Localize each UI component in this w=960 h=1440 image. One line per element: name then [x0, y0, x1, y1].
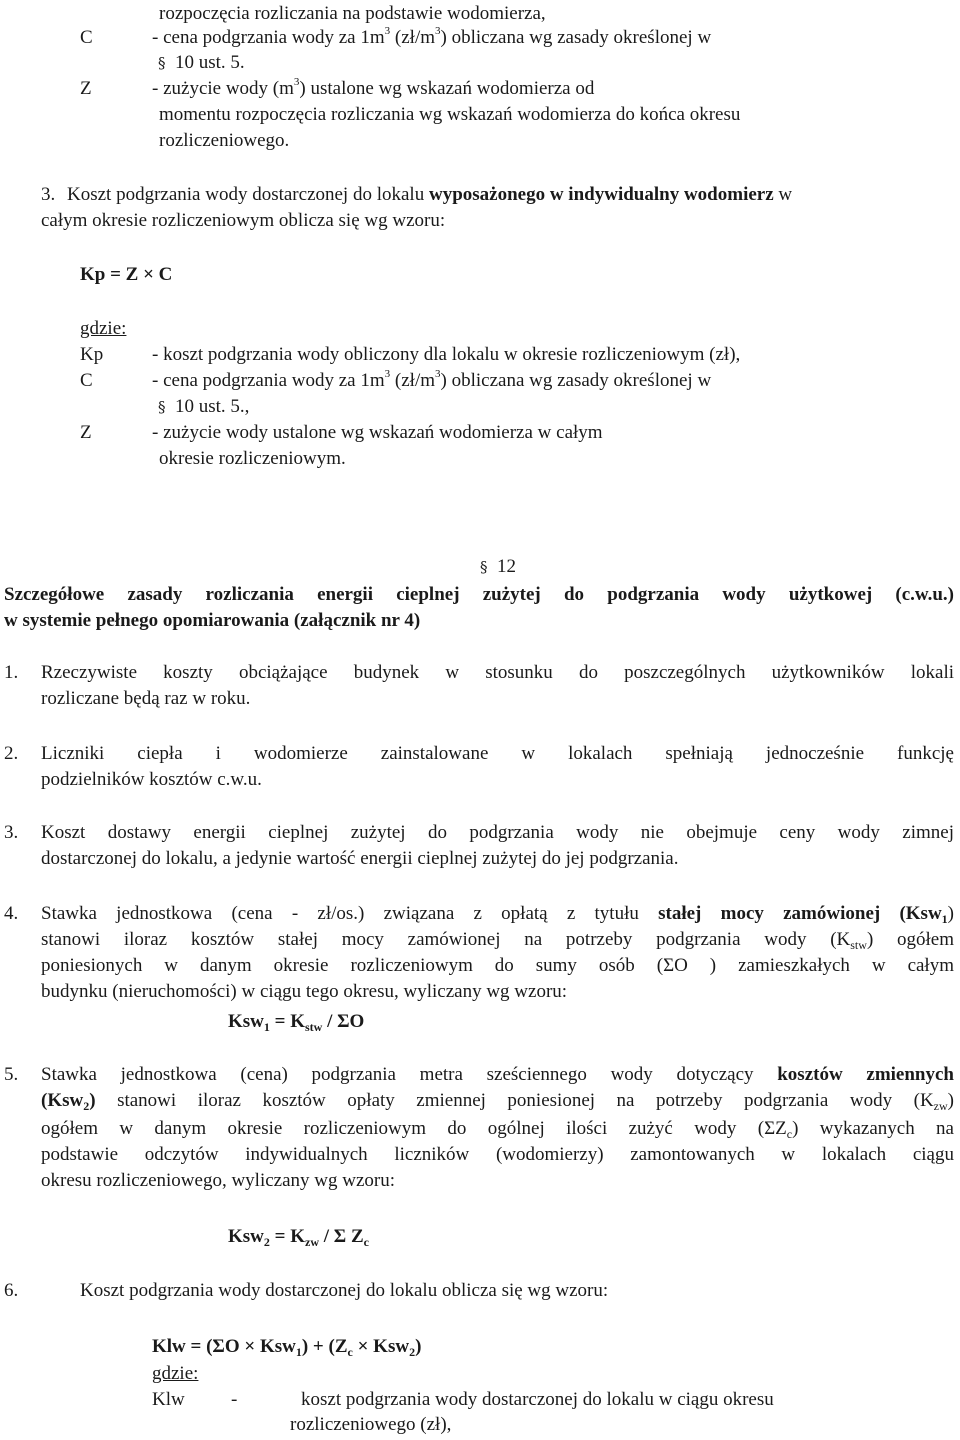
- s6-formula: Klw = $(\Sigma O \times Ksw_1) + (Z_c \times Ksw_2)$: [152, 1336, 422, 1359]
- s5-line-3: ogółem w danym okresie rozliczeniowym do ogólnej ilości zużyć wody $(\Sigma Z_c)$ wykazanych na: [41, 1118, 954, 1141]
- p3-line-1: Koszt podgrzania wody dostarczonej do lokalu wyposażonego w indywidualny wodomierz w: [67, 184, 793, 205]
- s6-klw-dash: -: [231, 1389, 238, 1410]
- s5-formula: $Ksw_2 = K_{zw} / \Sigma$ $Z_c$: [228, 1226, 369, 1249]
- s6-klw-definition: koszt podgrzania wody dostarczonej do lokalu w ciągu okresu: [301, 1389, 774, 1410]
- section-title-line-2: w systemie pełnego opomiarowania (załącznik nr 4): [4, 610, 421, 631]
- p3-z-line-2: okresie rozliczeniowym.: [159, 448, 346, 469]
- s1-line-1: Rzeczywiste koszty obciążające budynek w stosunku do poszczególnych użytkowników lokali: [41, 662, 954, 683]
- s5-line-1: Stawka jednostkowa (cena) podgrzania metra sześciennego wody dotyczący kosztów zmiennych: [41, 1064, 954, 1085]
- paragraph-sign: §: [480, 558, 488, 576]
- s5-number: 5.: [4, 1064, 19, 1085]
- top-c-reference: § 10 ust. 5.: [158, 52, 245, 73]
- top-z-definition: - zużycie wody $(m^3)$ ustalone wg wskazań wodomierza od: [152, 76, 595, 99]
- s5-line-5: okresu rozliczeniowego, wyliczany wg wzoru:: [41, 1170, 396, 1191]
- s4-line-3: poniesionych w danym okresie rozliczeniowym do sumy osób (ΣO ) zamieszkałych w całym: [41, 955, 954, 976]
- s4-line-2: stanowi iloraz kosztów stałej mocy zamówionej na potrzeby podgrzania wody $(K_{stw})$ ogółem: [41, 929, 954, 952]
- p3-gdzie: gdzie:: [80, 318, 127, 339]
- top-c-definition: - cena podgrzania wody za $1m^3$ $(zł/m^3)$ obliczana wg zasady określonej w: [152, 25, 712, 48]
- s5-line-4: podstawie odczytów indywidualnych liczników (wodomierzy) zamontowanych w lokalach ciągu: [41, 1144, 954, 1165]
- p3-kp-symbol: Kp: [80, 344, 104, 365]
- top-line-1: rozpoczęcia rozliczania na podstawie wodomierza,: [159, 3, 546, 24]
- p3-z-symbol: Z: [80, 422, 92, 443]
- section-title-line-1: Szczegółowe zasady rozliczania energii cieplnej zużytej do podgrzania wody użytkowej (c.w.u.): [4, 584, 954, 605]
- s2-line-2: podzielników kosztów c.w.u.: [41, 769, 262, 790]
- p3-formula: Kp = Z × C: [80, 264, 173, 285]
- s5-line-2: (Ksw$_2$) stanowi iloraz kosztów opłaty zmiennej poniesionej na potrzeby podgrzania wody $(K_{zw})$: [41, 1090, 954, 1113]
- s3-line-2: dostarczonej do lokalu, a jedynie wartość energii cieplnej zużytej do jej podgrzania.: [41, 848, 679, 869]
- section-number: § 12: [480, 556, 516, 577]
- top-z-symbol: Z: [80, 78, 92, 99]
- s2-number: 2.: [4, 743, 19, 764]
- s4-line-4: budynku (nieruchomości) w ciągu tego okresu, wyliczany wg wzoru:: [41, 981, 568, 1002]
- s6-klw-line-2: rozliczeniowego (zł),: [290, 1414, 452, 1435]
- top-c-symbol: C: [80, 27, 93, 48]
- s6-line-1: Koszt podgrzania wody dostarczonej do lokalu oblicza się wg wzoru:: [80, 1280, 609, 1301]
- s2-line-1: Liczniki ciepła i wodomierze zainstalowane w lokalach spełniają jednocześnie funkcję: [41, 743, 954, 764]
- paragraph-sign: §: [158, 54, 166, 72]
- p3-number: 3.: [41, 184, 56, 205]
- s1-number: 1.: [4, 662, 19, 683]
- s6-gdzie: gdzie:: [152, 1363, 199, 1384]
- s6-klw-symbol: Klw: [152, 1389, 185, 1410]
- top-z-line-2: momentu rozpoczęcia rozliczania wg wskazań wodomierza do końca okresu: [159, 104, 741, 125]
- s4-number: 4.: [4, 903, 19, 924]
- p3-kp-definition: - koszt podgrzania wody obliczony dla lokalu w okresie rozliczeniowym (zł),: [152, 344, 741, 365]
- top-z-line-3: rozliczeniowego.: [159, 130, 290, 151]
- s4-line-1: Stawka jednostkowa (cena - zł/os.) związana z opłatą z tytułu stałej mocy zamówionej (Ksw$_1$): [41, 903, 954, 926]
- p3-z-definition: - zużycie wody ustalone wg wskazań wodomierza w całym: [152, 422, 603, 443]
- paragraph-sign: §: [158, 398, 166, 416]
- s3-line-1: Koszt dostawy energii cieplnej zużytej do podgrzania wody nie obejmuje ceny wody zimnej: [41, 822, 954, 843]
- s3-number: 3.: [4, 822, 19, 843]
- p3-c-symbol: C: [80, 370, 93, 391]
- p3-c-reference: § 10 ust. 5.,: [158, 396, 250, 417]
- p3-c-definition: - cena podgrzania wody za $1m^3$ $(zł/m^3)$ obliczana wg zasady określonej w: [152, 368, 712, 391]
- s6-number: 6.: [4, 1280, 19, 1301]
- p3-line-2: całym okresie rozliczeniowym oblicza się wg wzoru:: [41, 210, 446, 231]
- s4-formula: $Ksw_1 = K_{stw} / \Sigma O$: [228, 1011, 365, 1034]
- s1-line-2: rozliczane będą raz w roku.: [41, 688, 251, 709]
